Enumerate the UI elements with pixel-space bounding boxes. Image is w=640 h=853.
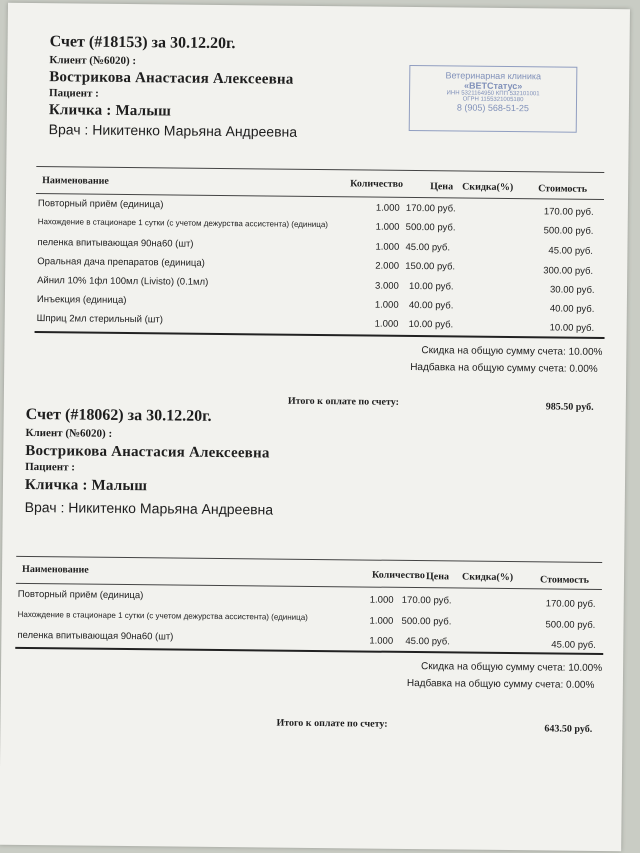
- header-discount: Скидка(%): [462, 181, 514, 194]
- row-qty: 3.000: [375, 280, 399, 292]
- header-cost: Стоимость: [539, 574, 590, 586]
- total-value: 985.50 руб.: [545, 401, 594, 413]
- row-price: 45.00 руб.: [405, 635, 450, 648]
- row-qty: 1.000: [369, 615, 394, 627]
- row-cost: 10.00 руб.: [549, 322, 595, 334]
- row-qty: 1.000: [369, 594, 394, 606]
- stamp-line: 8 (905) 568-51-25: [456, 102, 530, 114]
- row-cost: 45.00 руб.: [548, 245, 594, 257]
- doctor-name: Врач : Никитенко Марьяна Андреевна: [24, 498, 274, 518]
- row-qty: 2.000: [375, 260, 400, 272]
- row-name: Нахождение в стационаре 1 сутки (с учетом дежурства ассистента) (единица): [37, 217, 329, 230]
- row-cost: 170.00 руб.: [545, 598, 596, 610]
- row-qty: 1.000: [375, 241, 400, 253]
- row-name: Айнил 10% 1фл 100мл (Livisto) (0.1мл): [37, 275, 209, 288]
- row-price: 40.00 руб.: [408, 299, 454, 312]
- total-label: Итого к оплате по счету:: [276, 717, 388, 730]
- row-qty: 1.000: [374, 318, 399, 330]
- row-price: 10.00 руб.: [409, 280, 454, 293]
- stamp-line: «ВЕТСтатус»: [463, 80, 523, 92]
- row-name: Повторный приём (единица): [17, 588, 144, 602]
- row-qty: 1.000: [369, 635, 394, 647]
- row-cost: 170.00 руб.: [543, 206, 594, 218]
- row-cost: 300.00 руб.: [543, 265, 594, 277]
- clinic-stamp: [409, 65, 578, 133]
- pet-name: Кличка : Малыш: [24, 476, 148, 495]
- invoice-title: Счет (#18062) за 30.12.20г.: [25, 405, 212, 425]
- client-label: Клиент (№6020) :: [25, 426, 113, 440]
- header-cost: Стоимость: [538, 183, 588, 195]
- patient-label: Пациент :: [49, 87, 99, 100]
- total-label: Итого к оплате по счету:: [287, 395, 400, 408]
- stamp-line: ИНН 5321164950 КПП 532101001: [446, 90, 540, 98]
- invoice-sheet: [0, 3, 630, 851]
- row-price: 170.00 руб.: [405, 202, 456, 215]
- header-qty: Количество: [350, 178, 404, 190]
- stamp-line: ОГРН 1155321005180: [462, 96, 524, 104]
- row-name: пеленка впитывающая 90на60 (шт): [17, 629, 174, 643]
- header-price: Цена: [425, 571, 450, 583]
- row-cost: 500.00 руб.: [543, 225, 594, 237]
- row-qty: 1.000: [375, 221, 400, 233]
- header-name: Наименование: [42, 175, 109, 187]
- row-price: 10.00 руб.: [408, 318, 454, 331]
- row-cost: 40.00 руб.: [549, 303, 595, 315]
- row-price: 170.00 руб.: [401, 594, 452, 607]
- client-name: Вострикова Анастасия Алексеевна: [49, 69, 294, 88]
- table-top-rule: [36, 166, 604, 173]
- patient-label: Пациент :: [25, 460, 75, 474]
- markup-line: Надбавка на общую сумму счета: 0.00%: [406, 677, 595, 691]
- total-value: 643.50 руб.: [544, 723, 593, 735]
- row-name: Оральная дача препаратов (единица): [37, 256, 205, 269]
- header-name: Наименование: [22, 563, 89, 576]
- client-label: Клиент (№6020) :: [49, 54, 137, 68]
- invoice-title: Счет (#18153) за 30.12.20г.: [49, 33, 236, 53]
- discount-line: Скидка на общую сумму счета: 10.00%: [421, 661, 603, 675]
- discount-line: Скидка на общую сумму счета: 10.00%: [421, 345, 603, 358]
- row-price: 500.00 руб.: [401, 615, 452, 628]
- row-price: 45.00 руб.: [405, 241, 451, 254]
- row-name: пеленка впитывающая 90на60 (шт): [37, 237, 194, 250]
- table-bottom-rule: [35, 331, 605, 339]
- pet-name: Кличка : Малыш: [48, 102, 172, 120]
- table-top-rule: [16, 556, 602, 563]
- row-price: 150.00 руб.: [405, 260, 456, 273]
- row-qty: 1.000: [374, 299, 399, 311]
- markup-line: Надбавка на общую сумму счета: 0.00%: [410, 361, 598, 375]
- header-price: Цена: [430, 181, 454, 193]
- stamp-line: Ветеринарная клиника: [445, 70, 542, 82]
- row-cost: 500.00 руб.: [545, 619, 596, 631]
- table-bottom-rule: [15, 647, 603, 655]
- header-discount: Скидка(%): [461, 571, 514, 584]
- row-name: Повторный приём (единица): [37, 198, 164, 211]
- row-name: Инъекция (единица): [36, 294, 127, 306]
- row-name: Шприц 2мл стерильный (шт): [36, 313, 163, 326]
- row-cost: 45.00 руб.: [551, 639, 596, 651]
- row-name: Нахождение в стационаре 1 сутки (с учетом дежурства ассистента) (единица): [17, 609, 308, 622]
- row-cost: 30.00 руб.: [549, 284, 595, 296]
- client-name: Вострикова Анастасия Алексеевна: [25, 442, 270, 462]
- row-qty: 1.000: [375, 202, 400, 214]
- doctor-name: Врач : Никитенко Марьяна Андреевна: [48, 121, 298, 140]
- row-price: 500.00 руб.: [405, 221, 456, 234]
- header-qty: Количество: [371, 569, 425, 582]
